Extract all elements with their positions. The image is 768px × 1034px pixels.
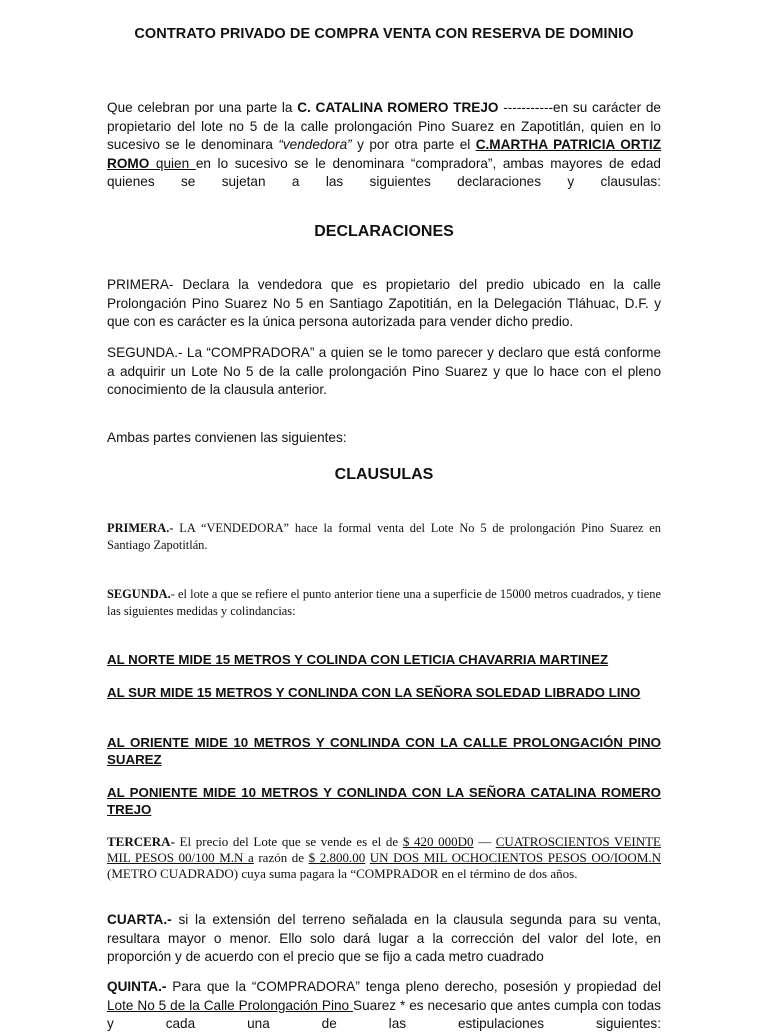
clausula-text: Suarez * es necesario que antes cumpla con todas y cada una de las estipulaciones siguientes: — [107, 997, 661, 1032]
clausula-segunda — [107, 586, 661, 619]
clausula-label: SEGUNDA. — [107, 587, 171, 601]
price-words: CUATROSCIENTOS VEINTE MIL PESOS 00/100 M.N a — [107, 834, 661, 865]
clausula-label: CUARTA.- — [107, 912, 172, 927]
clausula-text: El precio del Lote que se vende es el de — [174, 834, 403, 849]
clausula-quinta — [107, 978, 661, 1034]
clausula-text: Para que la “COMPRADORA” tenga pleno derecho, posesión y propiedad del — [166, 979, 661, 994]
declaraciones-heading: DECLARACIONES — [314, 223, 454, 240]
clausulas-heading: CLAUSULAS — [334, 466, 434, 483]
colindancia-poniente: AL PONIENTE MIDE 10 METROS Y CONLINDA CON LA SEÑORA CATALINA ROMERO TREJO — [107, 785, 661, 817]
clausula-tercera — [107, 834, 661, 881]
lot-reference: Lote No 5 de la Calle Prolongación Pino — [107, 997, 354, 1013]
intro-text: Que celebran por una parte la — [107, 100, 298, 115]
clausula-text: razón de — [253, 849, 309, 865]
clausula-label: TERCERA- — [107, 834, 175, 849]
intro-paragraph — [107, 99, 661, 192]
colindancia-oriente: AL ORIENTE MIDE 10 METROS Y CONLINDA CON LA CALLE PROLONGACIÓN PINO SUAREZ — [107, 735, 661, 767]
buyer-name: C.MARTHA PATRICIA ORTIZ ROMO — [107, 137, 661, 171]
clausula-cuarta — [107, 911, 661, 967]
ambas-partes-text: Ambas partes convienen las siguientes: — [107, 430, 347, 445]
seller-alias: “vendedora” — [278, 137, 352, 153]
clausula-text: LA “VENDEDORA” hace la formal venta del Lote No 5 de prolongación Pino Suarez en Santiago Zapotitlán. — [107, 521, 661, 552]
price-amount: $ 420 000D0 — [402, 834, 474, 849]
colindancia-sur: AL SUR MIDE 15 METROS Y CONLINDA CON LA SEÑORA SOLEDAD LIBRADO LINO — [107, 685, 641, 700]
clausula-label: PRIMERA.- — [107, 521, 174, 535]
intro-text: en lo sucesivo se le denominara “compradora”, ambas mayores de edad quienes se sujetan a las siguientes declaraciones y clausulas: — [107, 155, 661, 190]
seller-name: C. CATALINA ROMERO TREJO — [297, 100, 499, 115]
document-title: CONTRATO PRIVADO DE COMPRA VENTA CON RESERVA DE DOMINIO — [134, 26, 634, 42]
rate-words: UN DOS MIL OCHOCIENTOS PESOS OO/IOOM.N — [369, 849, 662, 865]
clausula-text: — — [473, 834, 496, 849]
clausula-text: si la extensión del terreno señalada en la clausula segunda para su venta, resultara mayor o menor. Ello solo dará lugar a la corrección del valor del lote, en proporción y de acuerdo con el precio que se fijo a cada metro cuadrado — [107, 912, 661, 965]
intro-text: y por otra parte el — [351, 137, 476, 153]
clausula-text: - el lote a que se refiere el punto anterior tiene una a superficie de 15000 metros cuadrados, y tiene las siguientes medidas y colindancias: — [107, 587, 661, 618]
intro-text: -----------en su carácter de propietario del lote no 5 de la calle prolongación Pino Suarez en Zapotitlán, quien en lo sucesivo se le denominara — [107, 100, 661, 153]
declaracion-primera: PRIMERA- Declara la vendedora que es propietario del predio ubicado en la calle Prolongación Pino Suarez No 5 en Santiago Zapotitián, en la Delegación Tláhuac, D.F. y que con es carácter es la única persona autorizada para vender dicho predio. — [107, 277, 661, 330]
intro-text: quien — [155, 155, 196, 171]
clausula-label: QUINTA.- — [107, 979, 167, 994]
colindancia-norte: AL NORTE MIDE 15 METROS Y COLINDA CON LETICIA CHAVARRIA MARTINEZ — [107, 652, 609, 667]
clausula-primera — [107, 520, 661, 553]
declaracion-segunda: SEGUNDA.- La “COMPRADORA” a quien se le tomo parecer y declaro que está conforme a adquirir un Lote No 5 de la calle prolongación Pino Suarez y que lo hace con el pleno conocimiento de la clausula anterior. — [107, 345, 661, 398]
rate-amount: $ 2.800.00 — [308, 849, 366, 865]
clausula-text: (METRO CUADRADO) cuya suma pagara la “COMPRADOR en el término de dos años. — [107, 865, 578, 881]
